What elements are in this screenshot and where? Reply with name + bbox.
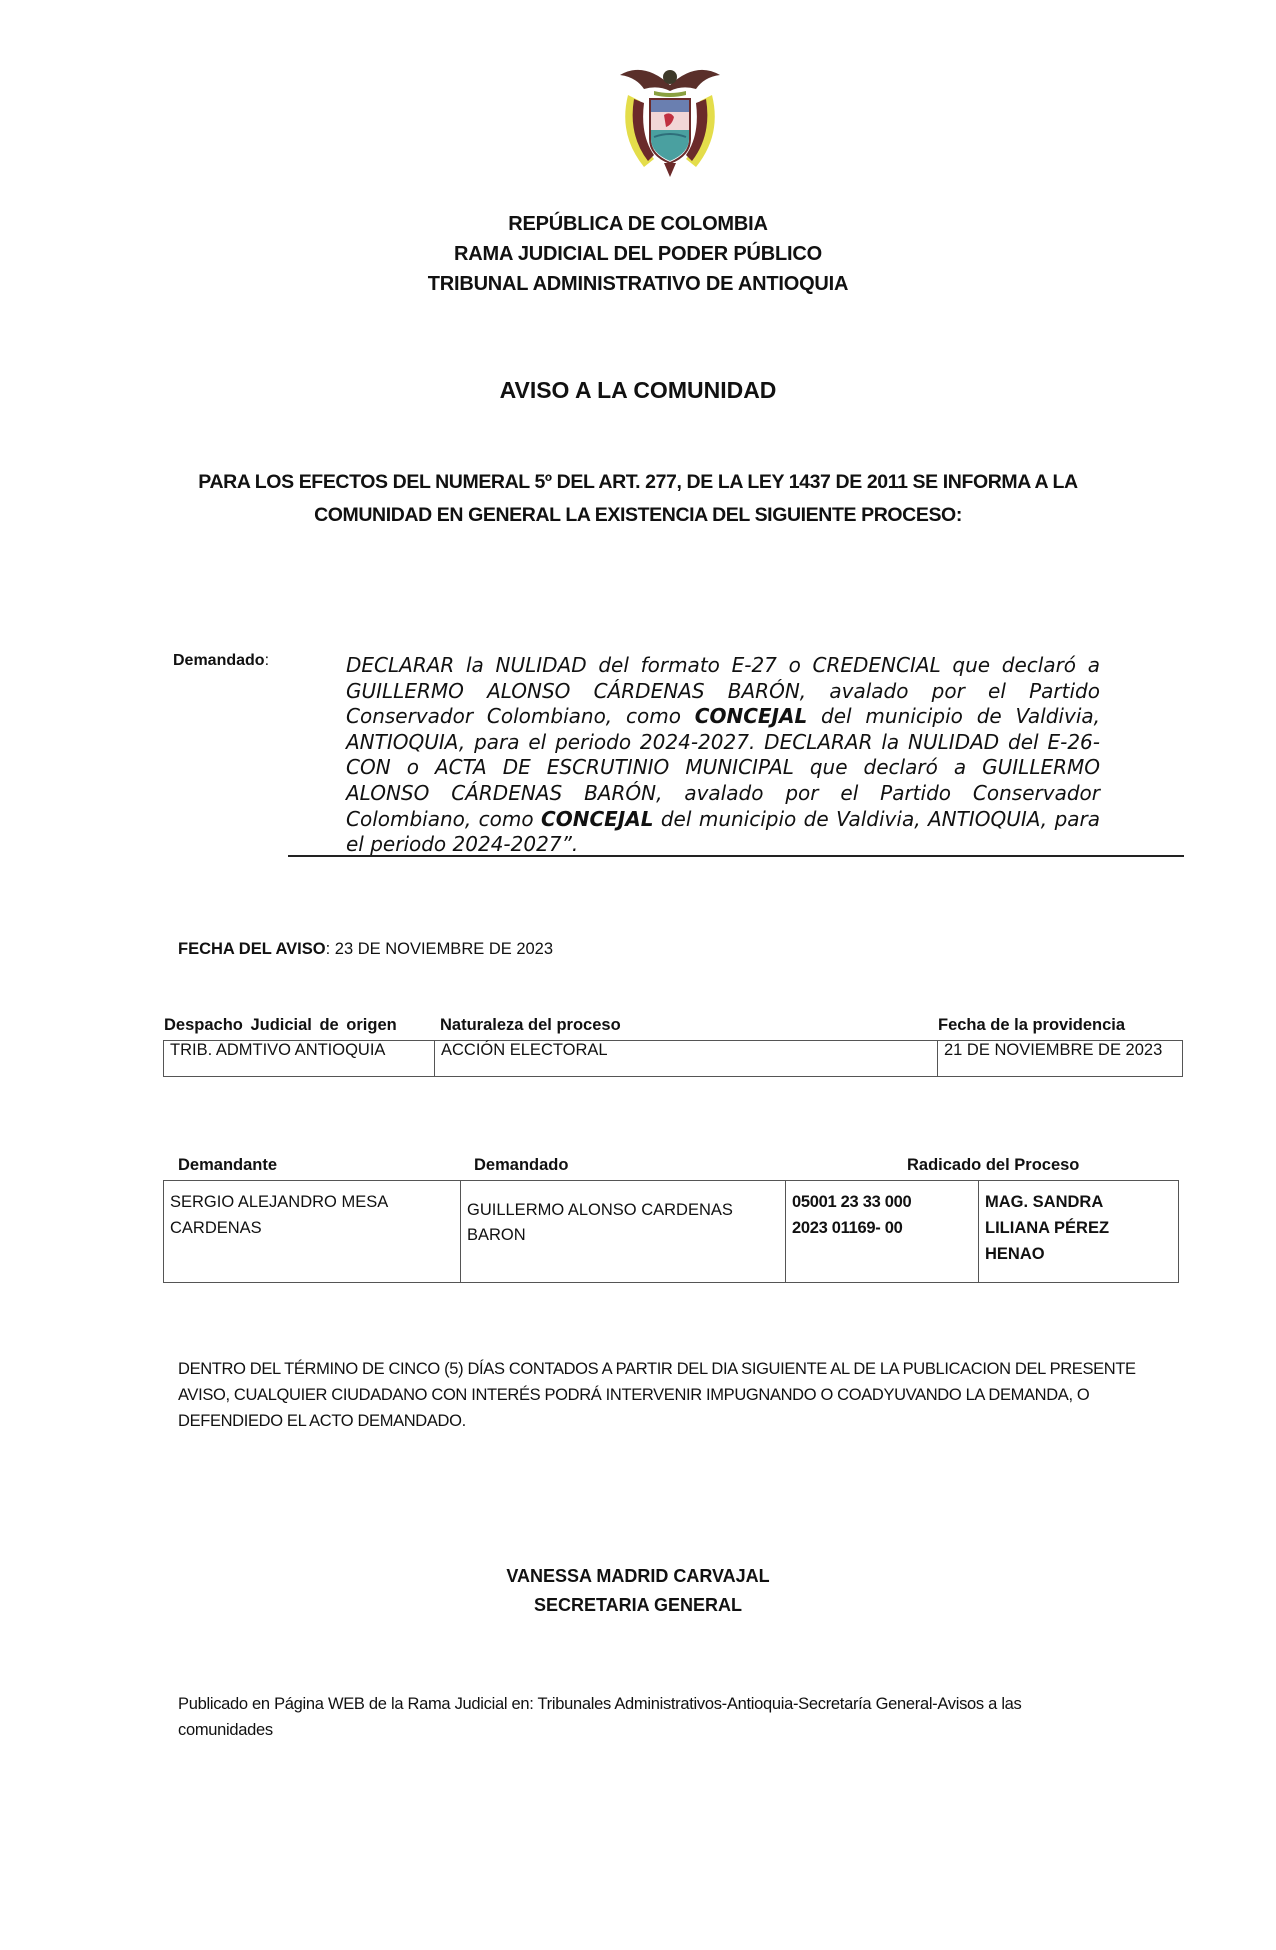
signer-role: SECRETARIA GENERAL	[533, 1595, 742, 1615]
page-title: AVISO A LA COMUNIDAD	[499, 377, 777, 403]
process-origin-table	[163, 1040, 1183, 1077]
intro-line-2: COMUNIDAD EN GENERAL LA EXISTENCIA DEL SIGUIENTE PROCESO:	[314, 504, 962, 526]
table1-header-despacho: Despacho Judicial de origen	[164, 1016, 397, 1034]
claim-divider	[288, 855, 1184, 857]
claim-label: Demandado:	[173, 652, 270, 669]
table2-header-demandado: Demandado	[474, 1156, 569, 1174]
claim-text: DECLARAR la NULIDAD del formato E-27 o CREDENCIAL que declaró a GUILLERMO ALONSO CÁRDENAS BARÓN, avalado por el Partido Conservador Colombiano, como CONCEJAL del municipio de Valdivia, ANTIOQUIA, para el periodo 2024-2027. DECLARAR la NULIDAD del E-26-CON o ACTA DE ESCRUTINIO MUNICIPAL que declaró a GUILLERMO ALONSO CÁRDENAS BARÓN, avalado por el Partido Conservador Colombiano, como CONCEJAL del municipio de Valdivia, ANTIOQUIA, para el periodo 2024-2027”.	[346, 653, 1100, 857]
concejal-emphasis: CONCEJAL	[694, 704, 808, 729]
header-rama-judicial: RAMA JUDICIAL DEL PODER PÚBLICO	[454, 243, 822, 265]
intervention-notice: DENTRO DEL TÉRMINO DE CINCO (5) DÍAS CONTADOS A PARTIR DEL DIA SIGUIENTE AL DE LA PUBLICACION DEL PRESENTE AVISO, CUALQUIER CIUDADANO CON INTERÉS PODRÁ INTERVENIR IMPUGNANDO O COADYUVANDO LA DEMANDA, O DEFENDIEDO EL ACTO DEMANDADO.	[178, 1360, 1136, 1430]
table2-header-radicado: Radicado del Proceso	[907, 1156, 1080, 1174]
cell-radicado: 05001 23 33 000 2023 01169- 00	[786, 1181, 979, 1283]
fecha-aviso: FECHA DEL AVISO: 23 DE NOVIEMBRE DE 2023	[178, 940, 554, 958]
parties-table	[163, 1180, 1179, 1283]
cell-magistrado: MAG. SANDRA LILIANA PÉREZ HENAO	[979, 1181, 1179, 1283]
header-republic: REPÚBLICA DE COLOMBIA	[508, 213, 768, 235]
concejal-emphasis: CONCEJAL	[541, 806, 654, 831]
table1-header-fecha: Fecha de la providencia	[938, 1016, 1126, 1034]
signature-block	[0, 1562, 1276, 1620]
intro-line-1: PARA LOS EFECTOS DEL NUMERAL 5º DEL ART. 277, DE LA LEY 1437 DE 2011 SE INFORMA A LA	[198, 471, 1078, 493]
table1-header-naturaleza: Naturaleza del proceso	[440, 1016, 621, 1034]
publication-footer: Publicado en Página WEB de la Rama Judicial en: Tribunales Administrativos-Antioquia-Secretaría General-Avisos a las comunidades	[178, 1695, 1022, 1739]
cell-naturaleza: ACCIÓN ELECTORAL	[435, 1041, 938, 1077]
header-tribunal: TRIBUNAL ADMINISTRATIVO DE ANTIOQUIA	[427, 273, 849, 295]
signer-name: VANESSA MADRID CARVAJAL	[506, 1566, 770, 1586]
colombia-coat-of-arms-icon	[614, 55, 726, 183]
cell-fecha-providencia: 21 DE NOVIEMBRE DE 2023	[938, 1041, 1183, 1077]
cell-despacho: TRIB. ADMTIVO ANTIOQUIA	[164, 1041, 435, 1077]
table-row	[164, 1181, 1179, 1283]
table-row	[164, 1041, 1183, 1077]
cell-demandado: GUILLERMO ALONSO CARDENAS BARON	[461, 1181, 786, 1283]
cell-demandante: SERGIO ALEJANDRO MESA CARDENAS	[164, 1181, 461, 1283]
table2-header-demandante: Demandante	[178, 1156, 278, 1174]
